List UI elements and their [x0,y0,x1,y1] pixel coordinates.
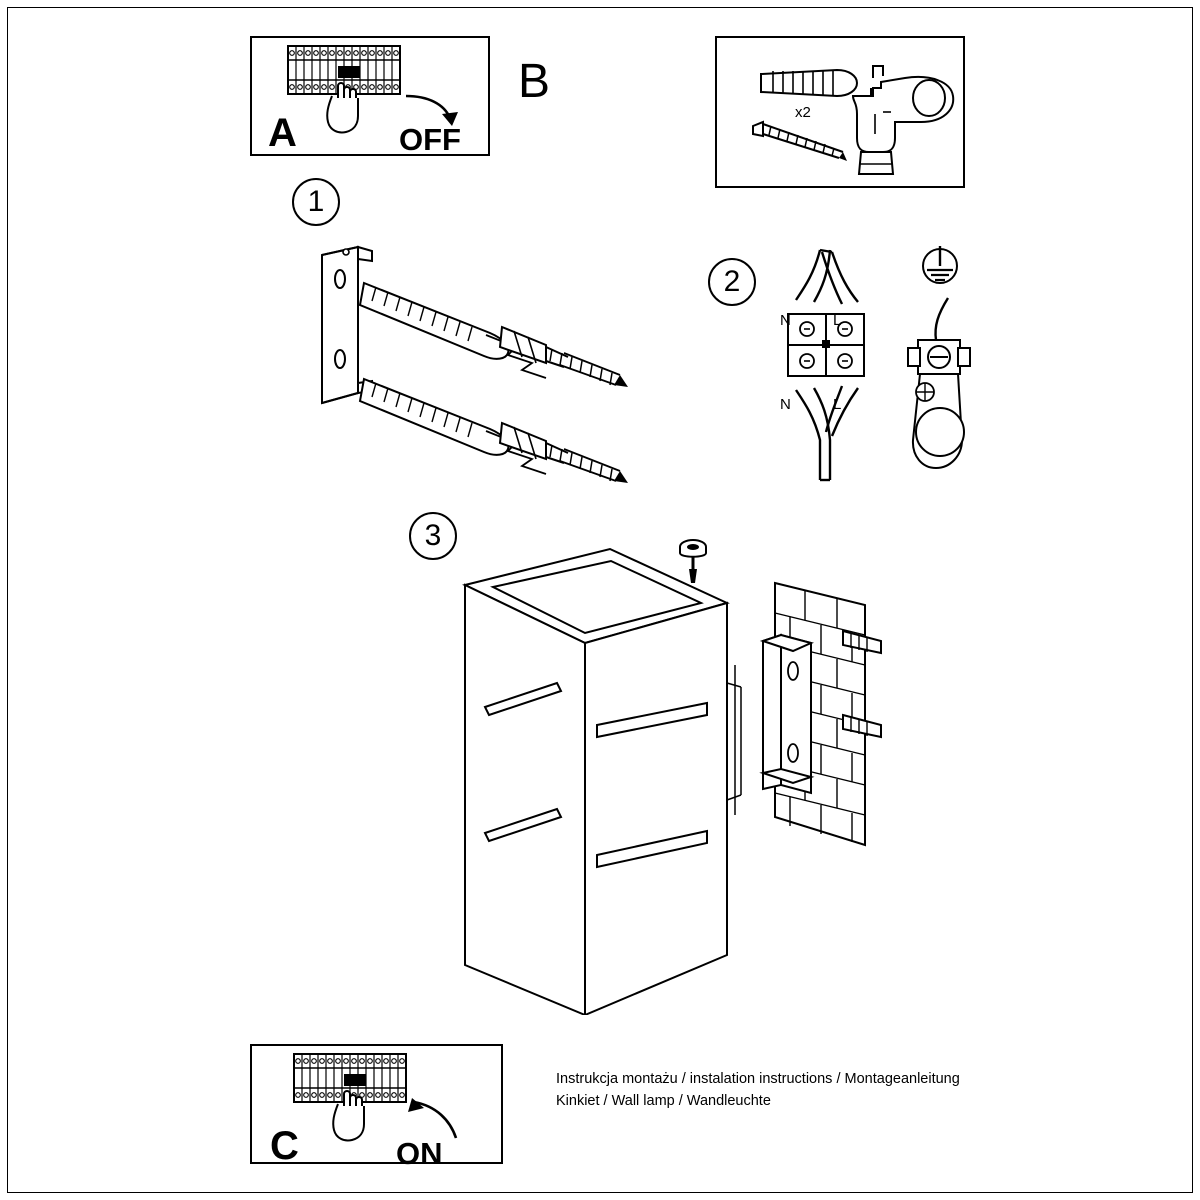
panel-a-label: A [268,111,297,155]
power-drill-icon [847,52,965,180]
panel-c-action-label: ON [396,1136,443,1171]
terminal-label-l-top: L [833,312,842,329]
step-3-number: 3 [409,512,457,560]
wood-screw-icon [747,116,863,164]
step-2-number: 2 [708,258,756,306]
step-1-illustration [300,235,680,490]
panel-c [250,1044,503,1171]
terminal-label-n-top: N [780,312,791,329]
terminal-label-n-bottom: N [780,396,791,413]
terminal-label-l-bottom: L [833,396,842,413]
panel-b [715,36,965,188]
panel-c-label: C [270,1124,299,1168]
footer-line-2: Kinkiet / Wall lamp / Wandleuchte [556,1093,771,1109]
panel-a [250,36,490,156]
panel-b-label: B [518,55,551,108]
step-3-illustration [445,525,895,1015]
step-1-number: 1 [292,178,340,226]
step-2-illustration [770,240,990,510]
panel-a-action-label: OFF [399,122,461,157]
panel-b-quantity-label: x2 [795,104,811,121]
footer-line-1: Instrukcja montażu / instalation instructions / Montageanleitung [556,1071,960,1087]
